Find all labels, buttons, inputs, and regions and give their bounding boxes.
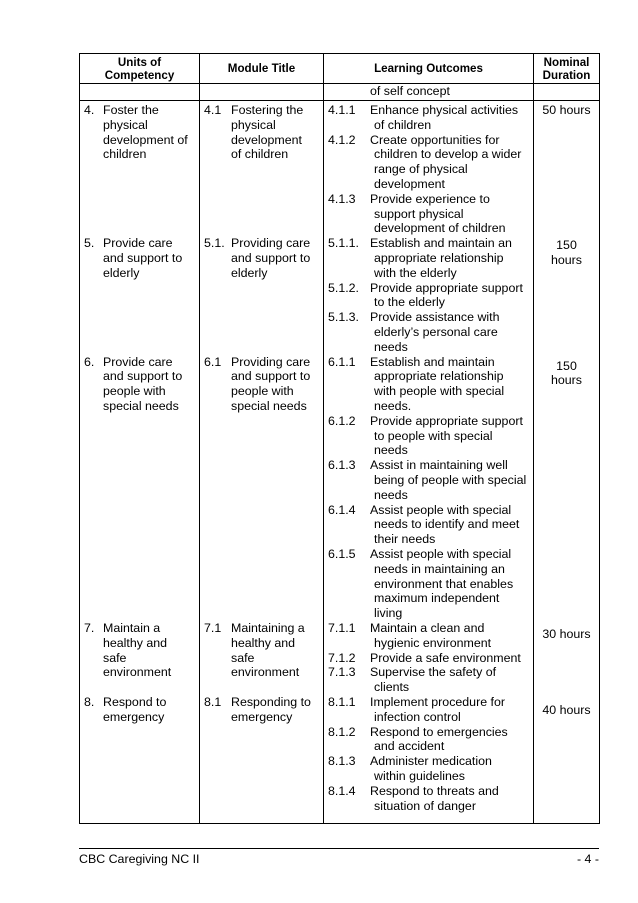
footer-page-number: - 4 - (576, 852, 599, 866)
unit-title-line: emergency (103, 709, 165, 724)
outcome-text-line: elderly’s personal care (374, 324, 498, 339)
module-title (231, 236, 320, 280)
duration-text: 150 (556, 238, 577, 253)
outcome-text-line: within guidelines (374, 768, 465, 783)
unit-number: 5. (84, 236, 95, 251)
unit-title-line: and support to (103, 369, 183, 384)
module-title-line: special needs (231, 398, 307, 413)
learning-outcome (328, 784, 530, 814)
learning-outcome (328, 192, 530, 236)
module-title-line: elderly (231, 265, 268, 280)
outcome-number: 8.1.3 (328, 754, 356, 769)
unit-item (84, 355, 196, 621)
outcome-text-line: Assist in maintaining well (370, 458, 508, 473)
unit-title-line: children (103, 147, 147, 162)
module-title (231, 695, 320, 725)
outcome-number: 8.1.2 (328, 724, 356, 739)
footer-document-title: CBC Caregiving NC II (79, 852, 200, 866)
units-column (80, 101, 199, 815)
outcome-text (368, 725, 530, 755)
duration-item (534, 357, 599, 625)
outcome-number: 7.1.2 (328, 650, 356, 665)
outcome-text-line: Create opportunities for (370, 132, 500, 147)
module-item (204, 621, 320, 695)
outcome-text-line: infection control (374, 709, 461, 724)
header-text: Nominal (543, 55, 590, 69)
outcome-text-line: hygienic environment (374, 635, 492, 650)
outcome-number: 7.1.1 (328, 620, 356, 635)
outcome-text-line: Enhance physical activities (370, 103, 519, 117)
unit-title-line: healthy and (103, 635, 168, 650)
continuation-text: of self concept (370, 84, 450, 98)
outcome-text-line: Implement procedure for (370, 694, 505, 709)
outcome-text-line: needs (374, 487, 408, 502)
module-title-line: environment (231, 665, 300, 680)
learning-outcome (328, 547, 530, 621)
outcome-text-line: needs (374, 339, 408, 354)
outcome-number: 4.1.2 (328, 132, 356, 147)
unit-entry (84, 621, 196, 680)
unit-number: 8. (84, 694, 95, 709)
duration-text: hours (551, 373, 582, 388)
unit-entry (84, 236, 196, 280)
outcome-text-line: children to develop a wider (374, 147, 522, 162)
outcome-text (368, 355, 530, 414)
outcome-text-line: development (374, 176, 445, 191)
outcome-text (368, 236, 530, 280)
unit-entry (84, 355, 196, 414)
outcome-text-line: needs in maintaining an (374, 561, 505, 576)
duration-column (534, 101, 599, 823)
module-number: 8.1 (204, 694, 222, 709)
duration-item (534, 101, 599, 236)
outcome-text (368, 784, 530, 814)
duration-item (534, 625, 599, 701)
outcome-number: 6.1.4 (328, 502, 356, 517)
module-entry (204, 103, 320, 162)
unit-title-line: physical (103, 117, 148, 132)
learning-outcome (328, 355, 530, 414)
unit-title (103, 621, 196, 680)
module-item (204, 695, 320, 813)
outcome-group (328, 236, 530, 354)
unit-title-line: people with (103, 384, 166, 399)
unit-title-line: Provide care (103, 236, 173, 251)
outcomes-cell (324, 101, 534, 824)
module-number: 5.1. (204, 236, 225, 251)
learning-outcome (328, 503, 530, 547)
unit-number: 7. (84, 620, 95, 635)
module-entry (204, 621, 320, 680)
unit-title (103, 103, 196, 162)
module-title-line: Providing care (231, 236, 311, 251)
module-title-line: development (231, 132, 302, 147)
module-number: 6.1 (204, 354, 222, 369)
unit-title-line: Respond to (103, 694, 167, 709)
learning-outcome (328, 133, 530, 192)
outcome-text-line: appropriate relationship (374, 250, 504, 265)
module-title (231, 103, 320, 162)
module-item (204, 236, 320, 354)
outcome-text-line: Maintain a clean and (370, 620, 485, 635)
outcome-text-line: of children (374, 117, 432, 132)
module-title-line: emergency (231, 709, 293, 724)
outcome-text-line: and accident (374, 739, 445, 754)
outcome-text-line: Provide experience to (370, 191, 490, 206)
duration-item (534, 701, 599, 821)
outcome-text-line: with the elderly (374, 265, 457, 280)
outcome-text-line: to people with special (374, 428, 493, 443)
outcome-text-line: Provide assistance with (370, 310, 500, 325)
header-nominal-duration (534, 54, 600, 84)
outcome-text (368, 695, 530, 725)
unit-item (84, 236, 196, 354)
unit-title-line: environment (103, 665, 172, 680)
outcome-text-line: their needs (374, 532, 436, 547)
unit-title-line: Provide care (103, 354, 173, 369)
learning-outcome (328, 651, 530, 666)
module-entry (204, 236, 320, 280)
outcome-text (368, 651, 530, 666)
outcome-text (368, 310, 530, 354)
outcome-text-line: Respond to emergencies (370, 724, 508, 739)
outcome-number: 8.1.1 (328, 694, 356, 709)
module-column (200, 101, 323, 815)
module-title-line: healthy and (231, 635, 296, 650)
outcome-text-line: Provide a safe environment (370, 650, 521, 665)
cell (200, 84, 324, 101)
outcome-text-line: Establish and maintain (370, 354, 495, 369)
unit-entry (84, 103, 196, 162)
outcome-text-line: living (374, 606, 403, 621)
unit-title-line: and support to (103, 250, 183, 265)
learning-outcome (328, 621, 530, 651)
duration-cell (534, 101, 600, 824)
unit-title-line: Maintain a (103, 620, 161, 635)
outcome-text-line: needs to identify and meet (374, 517, 520, 532)
footer-rule (79, 848, 599, 849)
header-module-title: Module Title (200, 54, 324, 84)
module-title-line: Maintaining a (231, 620, 305, 635)
outcome-number: 4.1.3 (328, 191, 356, 206)
table-row-bottom (80, 101, 600, 824)
unit-title-line: Foster the (103, 103, 159, 117)
learning-outcome (328, 414, 530, 458)
cell (80, 84, 200, 101)
duration-text: hours (551, 252, 582, 267)
module-title-line: of children (231, 147, 289, 162)
outcome-text-line: environment that enables (374, 576, 514, 591)
cell (324, 84, 534, 101)
outcome-text-line: to the elderly (374, 295, 445, 310)
outcome-text-line: Establish and maintain an (370, 236, 512, 251)
module-title-line: Fostering the (231, 103, 304, 117)
module-item (204, 103, 320, 236)
unit-title-line: development of (103, 132, 188, 147)
module-title (231, 621, 320, 680)
module-number: 4.1 (204, 103, 222, 117)
outcome-group (328, 103, 530, 236)
header-text: Units of (117, 55, 162, 69)
unit-number: 6. (84, 354, 95, 369)
module-entry (204, 355, 320, 414)
module-item (204, 355, 320, 621)
outcome-text-line: range of physical (374, 162, 468, 177)
outcome-text-line: Administer medication (370, 754, 492, 769)
competency-table (79, 53, 600, 824)
learning-outcome (328, 754, 530, 784)
outcome-number: 7.1.3 (328, 665, 356, 680)
header-text: Duration (542, 68, 591, 82)
outcome-number: 6.1.5 (328, 546, 356, 561)
unit-title-line: elderly (103, 265, 140, 280)
outcome-text-line: with people with special (374, 384, 505, 399)
outcomes-column (324, 101, 533, 815)
learning-outcome (328, 725, 530, 755)
module-title-line: safe (231, 650, 255, 665)
outcome-text-line: Provide appropriate support (370, 280, 523, 295)
cell (534, 84, 600, 101)
outcome-text-line: maximum independent (374, 591, 500, 606)
module-entry (204, 695, 320, 725)
outcome-text-line: development of children (374, 221, 506, 236)
unit-title (103, 355, 196, 414)
module-title (231, 355, 320, 414)
outcome-group (328, 621, 530, 695)
outcome-text (368, 458, 530, 502)
outcome-text-line: Respond to threats and (370, 783, 499, 798)
header-text: Competency (104, 68, 175, 82)
module-cell (200, 101, 324, 824)
unit-title-line: safe (103, 650, 127, 665)
outcome-number: 4.1.1 (328, 103, 356, 117)
learning-outcome (328, 458, 530, 502)
unit-title-line: special needs (103, 398, 179, 413)
module-title-line: and support to (231, 250, 311, 265)
module-title-line: people with (231, 384, 294, 399)
outcome-text-line: needs (374, 443, 408, 458)
unit-item (84, 695, 196, 813)
outcome-text-line: Assist people with special (370, 502, 512, 517)
outcome-text (368, 665, 530, 695)
outcome-text-line: being of people with special (374, 472, 527, 487)
learning-outcome (328, 103, 530, 133)
learning-outcome (328, 310, 530, 354)
unit-number: 4. (84, 103, 95, 117)
module-number: 7.1 (204, 620, 222, 635)
unit-title (103, 695, 196, 725)
unit-entry (84, 695, 196, 725)
outcome-number: 6.1.1 (328, 354, 356, 369)
outcome-text (368, 754, 530, 784)
module-title-line: physical (231, 117, 276, 132)
outcome-text (368, 547, 530, 621)
outcome-number: 5.1.2. (328, 280, 360, 295)
duration-text: 50 hours (542, 103, 591, 117)
learning-outcome (328, 695, 530, 725)
learning-outcome (328, 236, 530, 280)
outcome-number: 8.1.4 (328, 783, 356, 798)
outcome-text (368, 192, 530, 236)
module-title-line: Providing care (231, 354, 311, 369)
outcome-text (368, 414, 530, 458)
duration-text: 150 (556, 358, 577, 373)
header-units-of-competency (80, 54, 200, 84)
outcome-number: 5.1.1. (328, 236, 360, 251)
unit-item (84, 621, 196, 695)
outcome-text-line: support physical (374, 206, 464, 221)
learning-outcome (328, 281, 530, 311)
continuation-row (80, 84, 600, 101)
outcome-text-line: Provide appropriate support (370, 413, 523, 428)
outcome-text-line: situation of danger (374, 798, 476, 813)
outcome-group (328, 695, 530, 813)
outcome-text (368, 103, 530, 133)
outcome-number: 6.1.3 (328, 458, 356, 473)
unit-item (84, 103, 196, 236)
outcome-text-line: clients (374, 680, 410, 695)
module-title-line: Responding to (231, 694, 311, 709)
outcome-text (368, 503, 530, 547)
outcome-text (368, 281, 530, 311)
table-header-row (80, 54, 600, 84)
outcome-text-line: appropriate relationship (374, 369, 504, 384)
unit-title (103, 236, 196, 280)
outcome-text-line: needs. (374, 398, 412, 413)
outcome-group (328, 355, 530, 621)
learning-outcome (328, 665, 530, 695)
outcome-text-line: Supervise the safety of (370, 665, 497, 680)
duration-item (534, 236, 599, 356)
outcome-text-line: Assist people with special (370, 546, 512, 561)
outcome-number: 6.1.2 (328, 413, 356, 428)
header-learning-outcomes: Learning Outcomes (324, 54, 534, 84)
outcome-text (368, 621, 530, 651)
duration-text: 40 hours (542, 702, 591, 717)
module-title-line: and support to (231, 369, 311, 384)
duration-text: 30 hours (542, 626, 591, 641)
outcome-number: 5.1.3. (328, 310, 360, 325)
outcome-text (368, 133, 530, 192)
units-cell (80, 101, 200, 824)
